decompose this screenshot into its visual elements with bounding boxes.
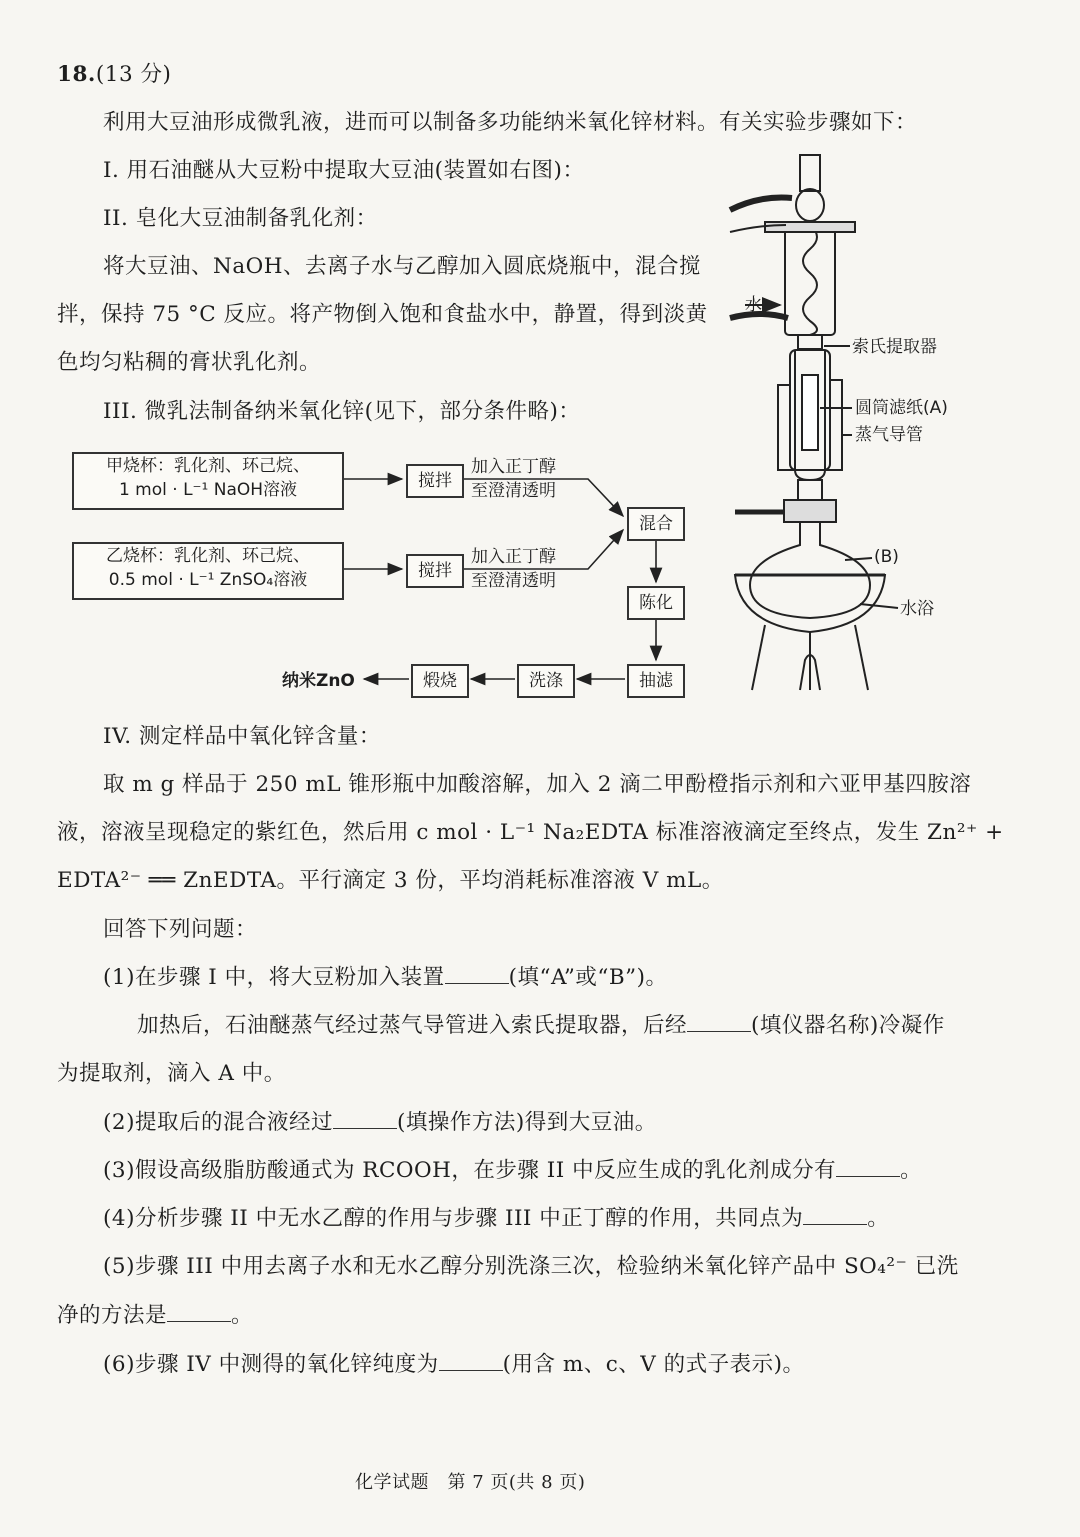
add-butanol-b-line2: 至澄清透明 [471,571,556,591]
answer-prompt: 回答下列问题： [103,917,258,942]
beaker-a-box [72,452,344,510]
product-label: 纳米ZnO [282,671,355,691]
question-number-label: 18. [57,62,96,87]
q6-blank[interactable] [439,1350,503,1371]
q1-line2 [137,1011,945,1041]
q3-line [103,1156,922,1186]
q5-line1: (5)步骤 III 中用去离子水和无水乙醇分别洗涤三次，检验纳米氧化锌产品中 SO₄²⁻ 已洗 [103,1254,959,1279]
vapor-tube-label: 蒸气导管 [855,425,923,445]
q6-text: (6)步骤 IV 中测得的氧化锌纯度为 [103,1352,439,1377]
q5-line2 [57,1301,253,1331]
beaker-a-line2: 1 mol · L⁻¹ NaOH溶液 [118,480,298,500]
q3-text: (3)假设高级脂肪酸通式为 RCOOH，在步骤 II 中反应生成的乳化剂成分有 [103,1158,837,1183]
q1-line1 [103,963,668,993]
burner-flame [800,655,820,690]
q1b-hint: (填仪器名称)冷凝作 [751,1013,945,1038]
joint-upper [798,335,822,349]
page-footer: 化学试题 第 7 页(共 8 页) [355,1472,586,1493]
q1-line3: 为提取剂，滴入 A 中。 [57,1061,286,1086]
wash-box: 洗涤 [517,664,575,698]
flask-B [750,522,870,618]
condenser-bulb [796,189,824,221]
water-label: 水 [745,295,762,315]
soxhlet-label: 索氏提取器 [852,337,937,357]
q1a-blank[interactable] [445,963,509,984]
question-points: (13 分) [95,62,172,87]
q4-line [103,1204,889,1234]
siphon-arm [778,385,800,470]
stir-box-a: 搅拌 [406,464,464,498]
step2-text-line1: 将大豆油、NaOH、去离子水与乙醇加入圆底烧瓶中，混合搅 [103,254,702,279]
step1-heading: I. 用石油醚从大豆粉中提取大豆油(装置如右图)： [103,158,585,183]
q1a-hint: (填“A”或“B”)。 [508,965,668,990]
q1b-blank[interactable] [687,1011,751,1032]
step2-heading: II. 皂化大豆油制备乳化剂： [103,206,378,231]
condenser-top [800,155,820,191]
tripod-leg-left [752,625,765,690]
q4-end: 。 [867,1206,890,1231]
condenser-coil [803,225,817,335]
clamp-upper [765,222,855,232]
add-butanol-b-line1: 加入正丁醇 [471,547,556,567]
beaker-b-line2: 0.5 mol · L⁻¹ ZnSO₄溶液 [108,570,308,590]
add-butanol-a-line2: 至澄清透明 [471,481,556,501]
question-number [57,60,171,90]
stir-box-b: 搅拌 [406,554,464,588]
step2-text-line2: 拌，保持 75 °C 反应。将产物倒入饱和食盐水中，静置，得到淡黄 [57,302,708,327]
clamp-lower [784,500,836,522]
vapor-tube [822,380,842,470]
q5-end: 。 [231,1303,254,1328]
beaker-a-line1: 甲烧杯：乳化剂、环己烷、 [106,456,310,476]
q2-line [103,1108,657,1138]
extractor-body [795,350,825,480]
step4-line3: EDTA²⁻ ══ ZnEDTA。平行滴定 3 份，平均消耗标准溶液 V mL。 [57,868,724,893]
step4-line1: 取 m g 样品于 250 mL 锥形瓶中加酸溶解，加入 2 滴二甲酚橙指示剂和六亚甲基四胺溶 [103,772,972,797]
q2-blank[interactable] [333,1108,397,1129]
q6-line [103,1350,805,1380]
water-out-tube [730,198,792,211]
bath-label: 水浴 [900,599,934,619]
step3-heading: III. 微乳法制备纳米氧化锌(见下，部分条件略)： [103,399,581,424]
beaker-b-box [72,542,344,600]
mix-box: 混合 [627,507,685,541]
tripod-leg-right [855,625,868,690]
step2-text-line3: 色均匀粘稠的膏状乳化剂。 [57,350,322,375]
q2-hint: (填操作方法)得到大豆油。 [396,1110,657,1135]
thimble-label: 圆筒滤纸(A) [855,398,948,418]
intro-text: 利用大豆油形成微乳液，进而可以制备多功能纳米氧化锌材料。有关实验步骤如下： [103,110,918,135]
age-box: 陈化 [627,586,685,620]
q1a-text: (1)在步骤 I 中，将大豆粉加入装置 [103,965,445,990]
q2-text: (2)提取后的混合液经过 [103,1110,333,1135]
q4-text: (4)分析步骤 II 中无水乙醇的作用与步骤 III 中正丁醇的作用，共同点为 [103,1206,804,1231]
beaker-b-line1: 乙烧杯：乳化剂、环己烷、 [106,546,310,566]
add-butanol-a-line1: 加入正丁醇 [471,457,556,477]
calcine-box: 煅烧 [411,664,469,698]
q5-text: 净的方法是 [57,1303,168,1328]
filter-box: 抽滤 [627,664,685,698]
q6-hint: (用含 m、c、V 的式子表示)。 [502,1352,805,1377]
step4-heading: IV. 测定样品中氧化锌含量： [103,724,381,749]
thimble-A [802,375,818,450]
q5-blank[interactable] [167,1301,231,1322]
q3-end: 。 [900,1158,923,1183]
condenser-jacket [785,225,835,335]
flask-label: (B) [874,547,899,567]
q3-blank[interactable] [836,1156,900,1177]
water-bath [735,575,885,632]
q1b-text: 加热后，石油醚蒸气经过蒸气导管进入索氏提取器，后经 [137,1013,688,1038]
q4-blank[interactable] [803,1204,867,1225]
step4-line2: 液，溶液呈现稳定的紫红色，然后用 c mol · L⁻¹ Na₂EDTA 标准溶液滴定至终点，发生 Zn²⁺ + [57,820,1004,845]
